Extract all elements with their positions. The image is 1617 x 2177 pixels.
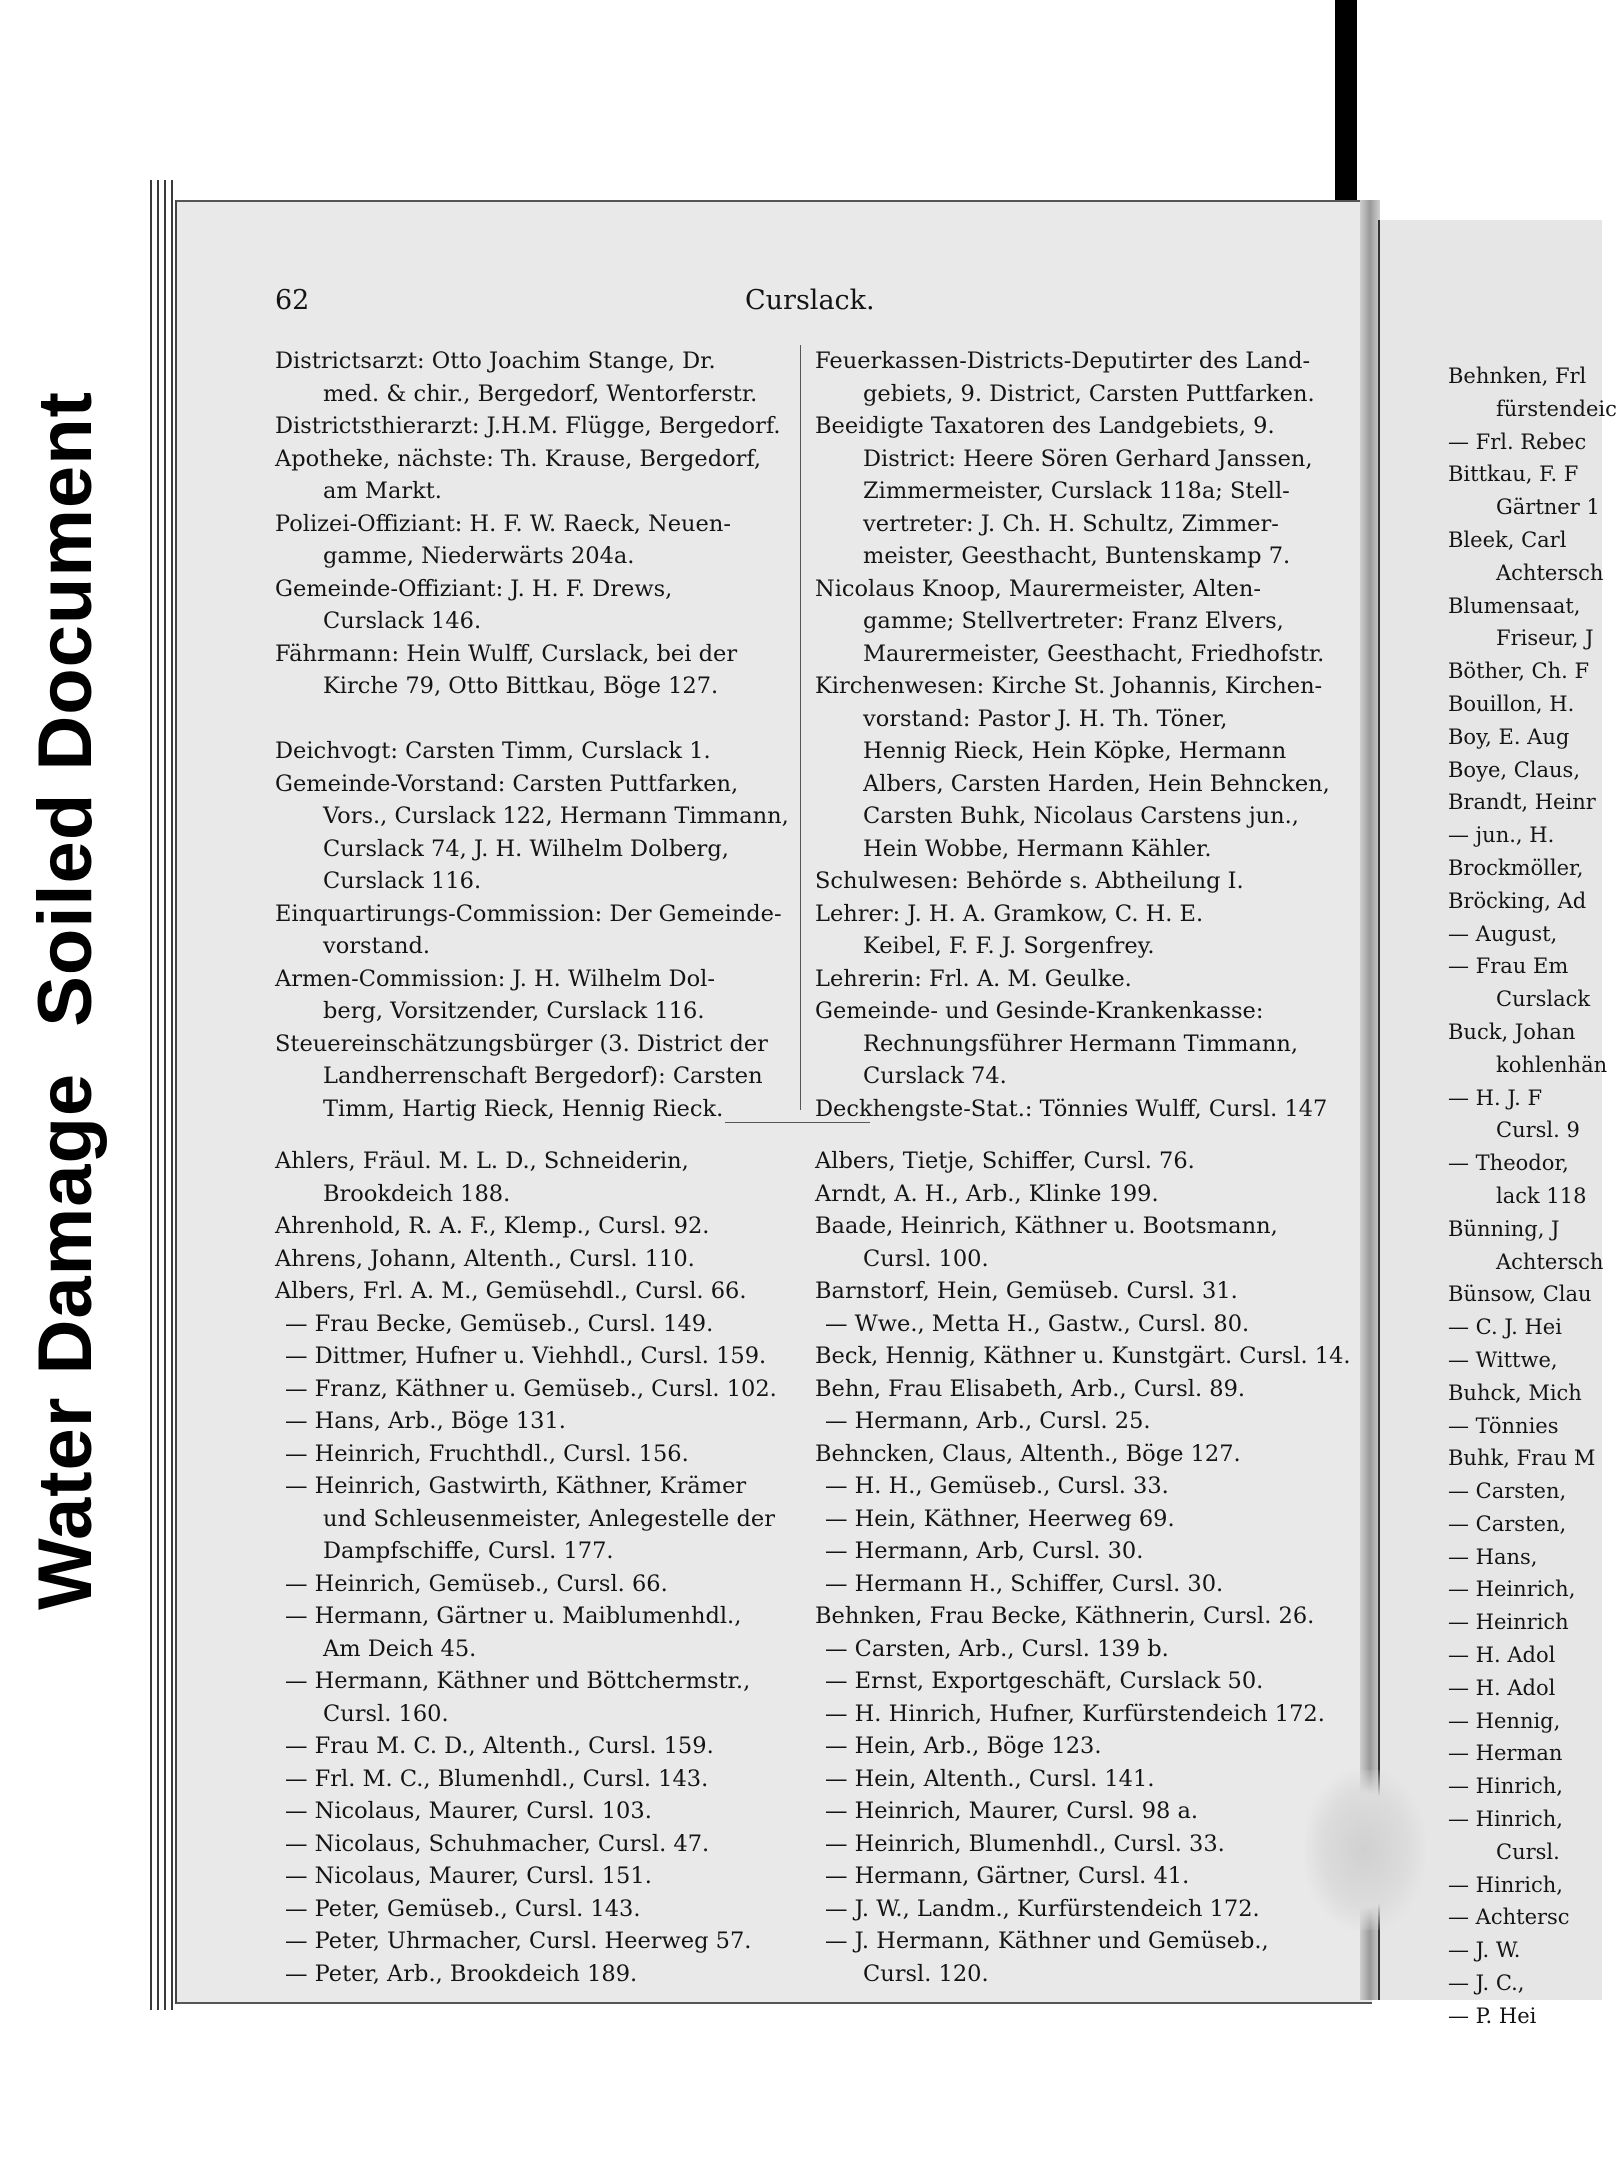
directory-line: Nicolaus Knoop, Maurermeister, Alten- [815, 575, 1261, 602]
directory-line: Albers, Carsten Harden, Hein Behncken, [863, 770, 1330, 797]
directory-line: — Achtersc [1448, 1905, 1570, 1930]
directory-line: — Hermann, Arb., Cursl. 25. [825, 1408, 1151, 1434]
directory-line: Lehrer: J. H. A. Gramkow, C. H. E. [815, 900, 1204, 927]
directory-line: — Hein, Altenth., Cursl. 141. [825, 1765, 1155, 1792]
directory-line: Albers, Frl. A. M., Gemüsehdl., Cursl. 66. [275, 1278, 747, 1304]
directory-line: — Wittwe, [1448, 1347, 1558, 1372]
directory-line: Curslack [1496, 987, 1591, 1012]
officials-right-column [815, 345, 1330, 1125]
directory-line: Gemeinde-Vorstand: Carsten Puttfarken, [275, 770, 739, 797]
directory-line: — Hermann, Käthner und Böttchermstr., [285, 1668, 751, 1694]
directory-line: — Hans, [1448, 1544, 1538, 1569]
directory-line: — Heinrich, Blumenhdl., Cursl. 33. [825, 1830, 1225, 1857]
directory-line: Cursl. 9 [1496, 1118, 1580, 1143]
directory-line: Districtsthierarzt: J.H.M. Flügge, Bergedorf. [275, 413, 781, 439]
directory-line: Hein Wobbe, Hermann Kähler. [863, 835, 1212, 862]
directory-line: Timm, Hartig Rieck, Hennig Rieck. [323, 1095, 724, 1122]
directory-line: Friseur, J [1496, 626, 1594, 651]
directory-line: Steuereinschätzungsbürger (3. District der [275, 1030, 768, 1057]
directory-line: — Frau M. C. D., Altenth., Cursl. 159. [285, 1733, 714, 1759]
directory-line: — Theodor, [1448, 1151, 1569, 1176]
directory-line: — August, [1448, 921, 1558, 946]
directory-line: — Ernst, Exportgeschäft, Curslack 50. [825, 1668, 1264, 1694]
directory-line: — H. H., Gemüseb., Cursl. 33. [825, 1473, 1169, 1499]
directory-line: Bünning, J [1448, 1216, 1560, 1241]
directory-line: Bünsow, Clau [1448, 1282, 1592, 1307]
directory-line: Buhk, Frau M [1448, 1446, 1596, 1471]
directory-line: — Carsten, [1448, 1479, 1567, 1504]
directory-line: — Tönnies [1448, 1413, 1559, 1438]
directory-line: vorstand. [323, 933, 431, 959]
directory-line: — Heinrich, Gemüseb., Cursl. 66. [285, 1570, 668, 1597]
directory-line: Cursl. 160. [323, 1700, 449, 1727]
directory-line: — Hinrich, [1448, 1807, 1563, 1832]
directory-line: Behncken, Claus, Altenth., Böge 127. [815, 1440, 1241, 1467]
directory-line: — J. Hermann, Käthner und Gemüseb., [825, 1928, 1269, 1954]
directory-line: gamme; Stellvertreter: Franz Elvers, [863, 608, 1284, 634]
directory-line: Dampfschiffe, Cursl. 177. [323, 1538, 614, 1564]
directory-line: — Peter, Uhrmacher, Cursl. Heerweg 57. [285, 1928, 752, 1954]
directory-line: — Nicolaus, Maurer, Cursl. 151. [285, 1863, 652, 1889]
directory-line: Boye, Claus, [1448, 757, 1580, 782]
directory-line: — Hinrich, [1448, 1774, 1563, 1799]
directory-line: Buck, Johan [1448, 1019, 1576, 1044]
directory-line: — J. W., Landm., Kurfürstendeich 172. [825, 1895, 1260, 1922]
directory-line: Curslack 74. [863, 1063, 1007, 1089]
directory-line: Ahrenhold, R. A. F., Klemp., Cursl. 92. [275, 1213, 710, 1239]
residents-left-column [275, 1145, 777, 1990]
directory-line: Fährmann: Hein Wulff, Curslack, bei der [275, 640, 738, 667]
directory-line: Boy, E. Aug [1448, 724, 1570, 749]
directory-line: Curslack 74, J. H. Wilhelm Dolberg, [323, 835, 729, 862]
directory-line: vertreter: J. Ch. H. Schultz, Zimmer- [863, 510, 1279, 537]
directory-line: — Dittmer, Hufner u. Viehhdl., Cursl. 159. [285, 1343, 767, 1369]
directory-line: Curslack 116. [323, 868, 482, 894]
stamp-soiled-document: Soiled Document [22, 390, 108, 1027]
directory-line: — Heinrich, Gastwirth, Käthner, Krämer [285, 1473, 747, 1499]
directory-line: Brockmöller, [1448, 855, 1584, 880]
directory-line: — Hans, Arb., Böge 131. [285, 1408, 566, 1434]
directory-line: — Heinrich, Maurer, Cursl. 98 a. [825, 1798, 1199, 1824]
directory-line: — C. J. Hei [1448, 1315, 1562, 1340]
directory-line: — Hermann, Gärtner u. Maiblumenhdl., [285, 1603, 742, 1629]
directory-line: Cursl. 120. [863, 1960, 989, 1987]
directory-line: Gemeinde- und Gesinde-Krankenkasse: [815, 998, 1264, 1024]
directory-line: Achtersch [1496, 1249, 1604, 1274]
directory-line: vorstand: Pastor J. H. Th. Töner, [863, 705, 1228, 732]
directory-line: — Wwe., Metta H., Gastw., Cursl. 80. [825, 1310, 1250, 1337]
page-number: 62 [275, 285, 310, 316]
stamp-water-damage: Water Damage [22, 1072, 108, 1610]
directory-line: Polizei-Offiziant: H. F. W. Raeck, Neuen- [275, 510, 731, 537]
directory-line: Bouillon, H. [1448, 691, 1575, 716]
directory-line: gamme, Niederwärts 204a. [323, 543, 635, 569]
directory-line: Rechnungsführer Hermann Timmann, [863, 1030, 1299, 1057]
directory-line: — Frau Em [1448, 954, 1569, 979]
directory-line: — Frau Becke, Gemüseb., Cursl. 149. [285, 1310, 714, 1337]
directory-line: Ahrens, Johann, Altenth., Cursl. 110. [275, 1245, 695, 1272]
directory-line: meister, Geesthacht, Buntenskamp 7. [863, 543, 1291, 569]
directory-line: Hennig Rieck, Hein Köpke, Hermann [863, 738, 1287, 764]
directory-line: — Franz, Käthner u. Gemüseb., Cursl. 102. [285, 1375, 777, 1402]
directory-line: am Markt. [323, 478, 442, 504]
directory-line: Kirche 79, Otto Bittkau, Böge 127. [323, 673, 719, 699]
directory-line: — H. J. F [1448, 1085, 1543, 1110]
directory-line: Deichvogt: Carsten Timm, Curslack 1. [275, 738, 711, 764]
directory-line: Cursl. [1496, 1839, 1560, 1864]
directory-line: — P. Hei [1448, 2003, 1537, 2028]
directory-line: Curslack 146. [323, 608, 482, 634]
directory-line: Am Deich 45. [323, 1635, 477, 1662]
book-gutter [1360, 200, 1380, 2000]
directory-line: — H. Hinrich, Hufner, Kurfürstendeich 172. [825, 1700, 1325, 1727]
directory-line: lack 118 [1496, 1183, 1587, 1208]
directory-line: — Heinrich, [1448, 1577, 1576, 1602]
directory-line: Cursl. 100. [863, 1245, 989, 1272]
directory-line: — H. Adol [1448, 1675, 1556, 1700]
directory-line: — Herman [1448, 1741, 1563, 1766]
directory-line: Zimmermeister, Curslack 118a; Stell- [863, 478, 1290, 504]
directory-line: Gärtner 1 [1496, 495, 1600, 520]
directory-line: Apotheke, nächste: Th. Krause, Bergedorf, [275, 445, 762, 472]
directory-line: Armen-Commission: J. H. Wilhelm Dol- [275, 965, 715, 992]
directory-line: — Nicolaus, Maurer, Cursl. 103. [285, 1798, 652, 1824]
directory-line: Ahlers, Fräul. M. L. D., Schneiderin, [275, 1148, 689, 1174]
directory-line: Brookdeich 188. [323, 1180, 511, 1207]
directory-line: — J. W. [1448, 1938, 1521, 1963]
directory-line: — Hinrich, [1448, 1872, 1563, 1897]
directory-line: — H. Adol [1448, 1643, 1556, 1668]
directory-line: Behnken, Frl [1448, 364, 1587, 388]
directory-line: Albers, Tietje, Schiffer, Cursl. 76. [815, 1148, 1195, 1174]
officials-left-column [275, 345, 789, 1125]
directory-line: med. & chir., Bergedorf, Wentorferstr. [323, 380, 758, 407]
directory-line: Achtersch [1496, 560, 1604, 585]
directory-line: — Frl. M. C., Blumenhdl., Cursl. 143. [285, 1765, 709, 1792]
directory-line: Beck, Hennig, Käthner u. Kunstgärt. Cursl. 14. [815, 1343, 1351, 1369]
directory-line: Baade, Heinrich, Käthner u. Bootsmann, [815, 1213, 1278, 1239]
directory-line: Deckhengste-Stat.: Tönnies Wulff, Cursl. 147 [815, 1095, 1328, 1122]
directory-line: — Heinrich, Fruchthdl., Cursl. 156. [285, 1440, 689, 1467]
directory-line: Gemeinde-Offiziant: J. H. F. Drews, [275, 575, 673, 602]
directory-line: — Hein, Arb., Böge 123. [825, 1733, 1102, 1759]
column-divider [800, 345, 801, 1110]
directory-line: — Nicolaus, Schuhmacher, Cursl. 47. [285, 1830, 710, 1857]
directory-line: Landherrenschaft Bergedorf): Carsten [323, 1063, 763, 1089]
directory-line: — Peter, Arb., Brookdeich 189. [285, 1960, 638, 1987]
directory-line: Böther, Ch. F [1448, 659, 1590, 684]
directory-line: — Hennig, [1448, 1708, 1561, 1733]
directory-line: — Carsten, [1448, 1511, 1567, 1536]
directory-line: Einquartirungs-Commission: Der Gemeinde- [275, 900, 782, 927]
directory-line: Carsten Buhk, Nicolaus Carstens jun., [863, 803, 1299, 829]
directory-line: Brandt, Heinr [1448, 790, 1596, 815]
residents-right-column [815, 1145, 1351, 1990]
water-damage-stamp [0, 340, 130, 1660]
directory-line: gebiets, 9. District, Carsten Puttfarken. [863, 380, 1315, 407]
directory-line: Districtsarzt: Otto Joachim Stange, Dr. [275, 348, 716, 374]
directory-line: — Hermann H., Schiffer, Cursl. 30. [825, 1570, 1224, 1597]
directory-line: — Peter, Gemüseb., Cursl. 143. [285, 1895, 641, 1922]
directory-line: und Schleusenmeister, Anlegestelle der [323, 1505, 775, 1532]
directory-line: berg, Vorsitzender, Curslack 116. [323, 998, 705, 1024]
directory-line: Arndt, A. H., Arb., Klinke 199. [815, 1180, 1159, 1207]
directory-line: Bröcking, Ad [1448, 888, 1587, 913]
directory-line: — J. C., [1448, 1971, 1525, 1996]
directory-line: — jun., H. [1448, 823, 1555, 848]
directory-line: Keibel, F. F. J. Sorgenfrey. [863, 933, 1155, 959]
directory-line: Kirchenwesen: Kirche St. Johannis, Kirchen- [815, 673, 1323, 699]
directory-line: Behn, Frau Elisabeth, Arb., Cursl. 89. [815, 1375, 1246, 1402]
directory-line: Vors., Curslack 122, Hermann Timmann, [323, 803, 789, 829]
directory-line: — Hein, Käthner, Heerweg 69. [825, 1505, 1175, 1532]
directory-line: — Heinrich [1448, 1610, 1569, 1635]
page-title: Curslack. [745, 285, 875, 316]
directory-line: Schulwesen: Behörde s. Abtheilung I. [815, 868, 1244, 894]
directory-line: Maurermeister, Geesthacht, Friedhofstr. [863, 640, 1325, 667]
directory-line: fürstendeic [1496, 396, 1617, 421]
directory-line: — Hermann, Gärtner, Cursl. 41. [825, 1863, 1190, 1889]
directory-line: — Carsten, Arb., Cursl. 139 b. [825, 1635, 1169, 1662]
directory-line: Barnstorf, Hein, Gemüseb. Cursl. 31. [815, 1278, 1238, 1304]
directory-line: Bittkau, F. F [1448, 462, 1579, 487]
directory-line: Buhck, Mich [1448, 1380, 1582, 1405]
directory-line: — Frl. Rebec [1448, 429, 1587, 454]
directory-line: Blumensaat, [1448, 593, 1581, 618]
directory-line: Feuerkassen-Districts-Deputirter des Land- [815, 348, 1311, 374]
directory-line: Lehrerin: Frl. A. M. Geulke. [815, 965, 1132, 992]
directory-line: Bleek, Carl [1448, 527, 1567, 552]
directory-line: — Hermann, Arb, Cursl. 30. [825, 1538, 1144, 1564]
directory-line: District: Heere Sören Gerhard Janssen, [863, 445, 1313, 472]
directory-line [275, 703, 789, 736]
directory-line: Beeidigte Taxatoren des Landgebiets, 9. [815, 413, 1275, 439]
directory-line: kohlenhän [1496, 1052, 1608, 1077]
facing-page-column [1448, 360, 1617, 2033]
directory-line: Behnken, Frau Becke, Käthnerin, Cursl. 26. [815, 1603, 1315, 1629]
